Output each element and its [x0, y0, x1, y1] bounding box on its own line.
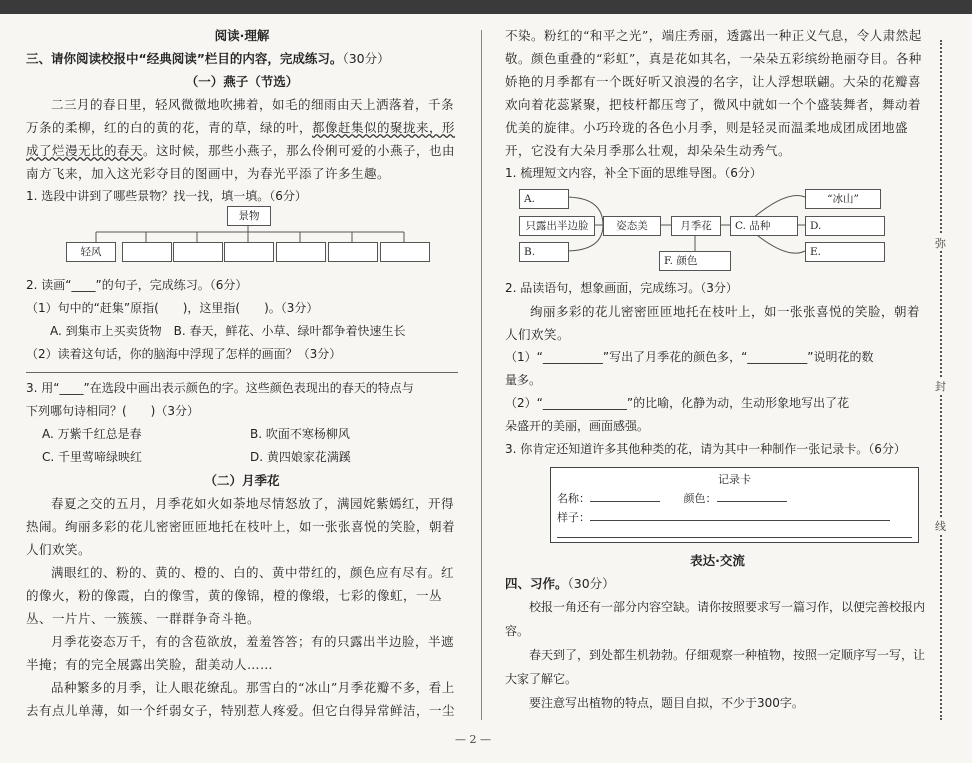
- node-ice-mountain: “冰山”: [805, 189, 881, 209]
- q2-sub1: （1）句中的“赶集”原指( )，这里指( )。（3分）: [26, 301, 319, 315]
- tree-root-box: 景物: [227, 206, 271, 226]
- node-c[interactable]: C. 品种: [730, 216, 798, 236]
- page-number: — 2 —: [455, 733, 491, 746]
- r-q2-quote: 绚丽多彩的花儿密密匝匝地托在枝叶上，如一张张喜悦的笑脸，朝着人们欢笑。: [505, 304, 921, 342]
- section-title-expression: 表达·交流: [690, 553, 745, 568]
- tree-leaf-5[interactable]: [276, 242, 326, 262]
- passage2-continued: 不染。粉红的“和平之光”，端庄秀丽，透露出一种正义气息，令人肃然起敬。颜色重叠的“彩虹”，真是花如其名，一朵朵五彩缤纷艳丽夺目。各种娇艳的月季都有一个既好听又浪漫的名字，让人浮想联翩。大朵的花瓣喜欢向着花蕊紧聚，把枝杆都压弯了，微风中就如一个个盛装舞者，舞动着优美的旋律。小巧玲珑的各色小月季，则是轻灵而温柔地成团成团地盛开，它没有大朵月季那么壮观，却朵朵生动秀气。: [505, 28, 922, 158]
- top-edge: [0, 0, 972, 14]
- node-half-face: 只露出半边脸: [519, 216, 595, 236]
- r-q2-text: 2. 品读语句，想象画面，完成练习。（3分）: [505, 281, 738, 295]
- node-e[interactable]: E.: [805, 242, 885, 262]
- q3-text: 3. 用“____”在选段中画出表示颜色的字。这些颜色表现出的春天的特点与: [26, 381, 414, 395]
- passage2-para3: 月季花姿态万千，有的含苞欲放，羞羞答答；有的只露出半边脸，半遮半掩；有的完全展露出笑脸，甜美动人……: [26, 634, 455, 672]
- shape-field[interactable]: [590, 508, 890, 521]
- part4-heading: 四、习作。（30分）: [505, 576, 615, 591]
- q3-text-2: 下列哪句诗相同？( )（3分）: [26, 404, 199, 418]
- q2-sub2: （2）读着这句话，你的脑海中浮现了怎样的画面？（3分）: [26, 347, 342, 361]
- passage2-para4: 品种繁多的月季，让人眼花缭乱。那雪白的“冰山”月季花瓣不多，看上去有点儿单薄，如一个纤弱女子，特别惹人疼爱。但它白得异常鲜洁，一尘: [26, 680, 456, 718]
- record-card-title: 记录卡: [718, 473, 751, 486]
- column-divider: [481, 30, 482, 720]
- tree-leaf-4[interactable]: [224, 242, 274, 262]
- r-q1-text: 1. 梳理短文内容，补全下面的思维导图。（6分）: [505, 166, 762, 180]
- node-f[interactable]: F. 颜色: [659, 251, 731, 271]
- tree-leaf-6[interactable]: [328, 242, 378, 262]
- record-card-row1: 名称： 颜色：: [557, 489, 912, 508]
- node-d[interactable]: D.: [805, 216, 885, 236]
- tree-leaf-2[interactable]: [122, 242, 172, 262]
- r-q2-sub2b: 朵盛开的美丽，画面感强。: [505, 419, 650, 433]
- q2-options: A. 到集市上买卖货物 B. 春天，鲜花、小草、绿叶都争着快速生长: [50, 324, 406, 338]
- node-b[interactable]: B.: [519, 242, 569, 262]
- q3-options-row2: C. 千里莺啼绿映红 D. 黄四娘家花满蹊: [42, 450, 351, 464]
- record-card: [550, 467, 919, 543]
- node-posture: 姿态美: [603, 216, 661, 236]
- r-q2-sub1b: 量多。: [505, 373, 542, 387]
- part4-instruction2: 春天到了，到处都生机勃勃。仔细观察一种植物，按照一定顺序写一写，让大家了解它。: [505, 648, 926, 686]
- right-column: [505, 24, 930, 715]
- left-column: [26, 24, 458, 722]
- color-field[interactable]: [717, 489, 787, 502]
- part4-instruction1: 校报一角还有一部分内容空缺。请你按照要求写一篇习作，以便完善校报内容。: [505, 600, 926, 638]
- node-a[interactable]: A.: [519, 189, 569, 209]
- q1-text: 1. 选段中讲到了哪些景物？找一找，填一填。（6分）: [26, 189, 307, 203]
- section-title-reading: 阅读·理解: [214, 28, 270, 43]
- r-q3-text: 3. 你肯定还知道许多其他种类的花，请为其中一种制作一张记录卡。（6分）: [505, 442, 906, 456]
- scenery-tree: [26, 210, 458, 270]
- node-center: 月季花: [671, 216, 721, 236]
- shape-field-2[interactable]: [557, 527, 912, 538]
- binding-char-3: 线: [935, 520, 946, 533]
- r-q2-sub2: （2）“______________”的比喻，化静为动，生动形象地写出了花: [505, 396, 850, 410]
- answer-line[interactable]: [26, 372, 458, 373]
- binding-char-2: 封: [935, 380, 946, 393]
- mind-map: [505, 189, 930, 271]
- part4-instruction3: 要注意写出植物的特点，题目自拟，不少于300字。: [529, 696, 804, 710]
- passage2-para2: 满眼红的、粉的、黄的、橙的、白的、黄中带红的，颜色应有尽有。红的像火，粉的像霞，白的像雪，黄的像锦，橙的像缎，七彩的像虹，一丛丛、一片片、一簇簇、一群群争奇斗艳。: [26, 565, 455, 626]
- r-q2-sub1: （1）“__________”写出了月季花的颜色多，“__________”说明花的数: [505, 350, 874, 364]
- part3-heading: 三、请你阅读校报中“经典阅读”栏目的内容，完成练习。（30分）: [26, 51, 390, 66]
- tree-leaf-1[interactable]: 轻风: [66, 242, 116, 262]
- q2-text: 2. 读画“____”的句子，完成练习。（6分）: [26, 278, 248, 292]
- passage2-title: （二）月季花: [204, 473, 280, 488]
- binding-char-1: 弥: [935, 237, 946, 250]
- passage1-text: 二三月的春日里，轻风微微地吹拂着，如毛的细雨由天上洒落着，千条万条的柔柳，红的白的黄的花，青的草，绿的叶，都像赶集似的聚拢来，形成了烂漫无比的春天。这时候，那些小燕子，那么伶俐可爱的小燕子，也由南方飞来，加入这光彩夺目的图画中，为春光平添了许多生趣。: [26, 97, 456, 181]
- record-card-row2: 样子：: [557, 508, 912, 527]
- tree-leaf-3[interactable]: [173, 242, 223, 262]
- tree-leaf-7[interactable]: [380, 242, 430, 262]
- passage2-para1: 春夏之交的五月，月季花如火如荼地尽情怒放了，满园姹紫嫣红，开得热闹。绚丽多彩的花儿密密匝匝地托在枝叶上，如一张张喜悦的笑脸，朝着人们欢笑。: [26, 496, 456, 557]
- q3-options-row1: A. 万紫千红总是春 B. 吹面不寒杨柳风: [42, 427, 350, 441]
- passage1-title: （一）燕子（节选）: [185, 74, 299, 89]
- name-field[interactable]: [590, 489, 660, 502]
